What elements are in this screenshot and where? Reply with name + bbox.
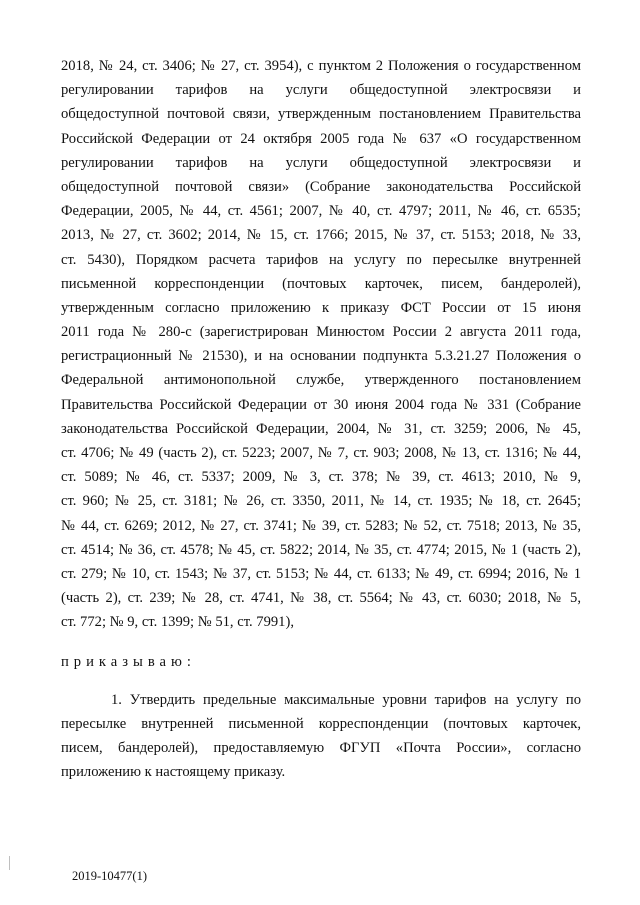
text-line: общедоступной почтовой связи» (Собрание законодательства Российской — [61, 178, 581, 195]
text-line: Федеральной антимонопольной службе, утвержденного постановлением — [61, 372, 581, 389]
text-line: общедоступной почтовой связи, утвержденным постановлением Правительства — [61, 106, 581, 123]
text-line: регистрационный № 21530), и на основании подпункта 5.3.21.27 Положения о — [61, 348, 581, 365]
scan-margin-mark — [9, 856, 10, 870]
text-line: ст. 5089; № 46, ст. 5337; 2009, № 3, ст. 378; № 39, ст. 4613; 2010, № 9, — [61, 469, 581, 486]
text-line: писем, бандеролей), предоставляемую ФГУП «Почта России», согласно — [61, 740, 581, 757]
text-line: ст. 5430), Порядком расчета тарифов на услугу по пересылке внутренней — [61, 251, 581, 268]
text-line: ст. 4514; № 36, ст. 4578; № 45, ст. 5822; 2014, № 35, ст. 4774; 2015, № 1 (часть 2), — [61, 541, 581, 558]
text-line: 2011 года № 280-с (зарегистрирован Минюстом России 2 августа 2011 года, — [61, 324, 581, 341]
text-line: приложению к настоящему приказу. — [61, 764, 286, 781]
text-line: регулировании тарифов на услуги общедоступной электросвязи и — [61, 154, 581, 171]
text-line: ст. 960; № 25, ст. 3181; № 26, ст. 3350, 2011, № 14, ст. 1935; № 18, ст. 2645; — [61, 493, 581, 510]
text-line: 2013, № 27, ст. 3602; 2014, № 15, ст. 1766; 2015, № 37, ст. 5153; 2018, № 33, — [61, 227, 581, 244]
text-line: (часть 2), ст. 239; № 28, ст. 4741, № 38, ст. 5564; № 43, ст. 6030; 2018, № 5, — [61, 590, 581, 607]
text-line: 1. Утвердить предельные максимальные уровни тарифов на услугу по — [111, 691, 581, 708]
text-line: Правительства Российской Федерации от 30 июня 2004 года № 331 (Собрание — [61, 396, 581, 413]
text-line: 2018, № 24, ст. 3406; № 27, ст. 3954), с пунктом 2 Положения о государственном — [61, 58, 581, 74]
paragraph-item-1 — [61, 688, 581, 785]
document-page — [61, 54, 581, 784]
text-line: ст. 279; № 10, ст. 1543; № 37, ст. 5153; № 44, ст. 6133; № 49, ст. 6994; 2016, № 1 — [61, 565, 581, 582]
text-line: регулировании тарифов на услуги общедоступной электросвязи и — [61, 82, 581, 99]
text-line: законодательства Российской Федерации, 2004, № 31, ст. 3259; 2006, № 45, — [61, 420, 581, 437]
text-line: Федерации, 2005, № 44, ст. 4561; 2007, № 40, ст. 4797; 2011, № 46, ст. 6535; — [61, 203, 581, 220]
paragraph-legal-basis — [61, 54, 581, 635]
order-word: приказываю: — [61, 653, 196, 670]
text-line: утвержденным согласно приложению к приказу ФСТ России от 15 июня — [61, 299, 581, 316]
text-line: пересылке внутренней письменной корреспонденции (почтовых карточек, — [61, 715, 581, 732]
document-registration-number: 2019-10477(1) — [72, 869, 147, 883]
text-line: ст. 4706; № 49 (часть 2), ст. 5223; 2007, № 7, ст. 903; 2008, № 13, ст. 1316; № 44, — [61, 445, 581, 461]
text-line: письменной корреспонденции (почтовых карточек, писем, бандеролей), — [61, 275, 581, 292]
text-line: № 44, ст. 6269; 2012, № 27, ст. 3741; № 39, ст. 5283; № 52, ст. 7518; 2013, № 35, — [61, 517, 581, 534]
text-line: ст. 772; № 9, ст. 1399; № 51, ст. 7991), — [61, 614, 294, 631]
text-line: Российской Федерации от 24 октября 2005 года № 637 «О государственном — [61, 130, 581, 147]
